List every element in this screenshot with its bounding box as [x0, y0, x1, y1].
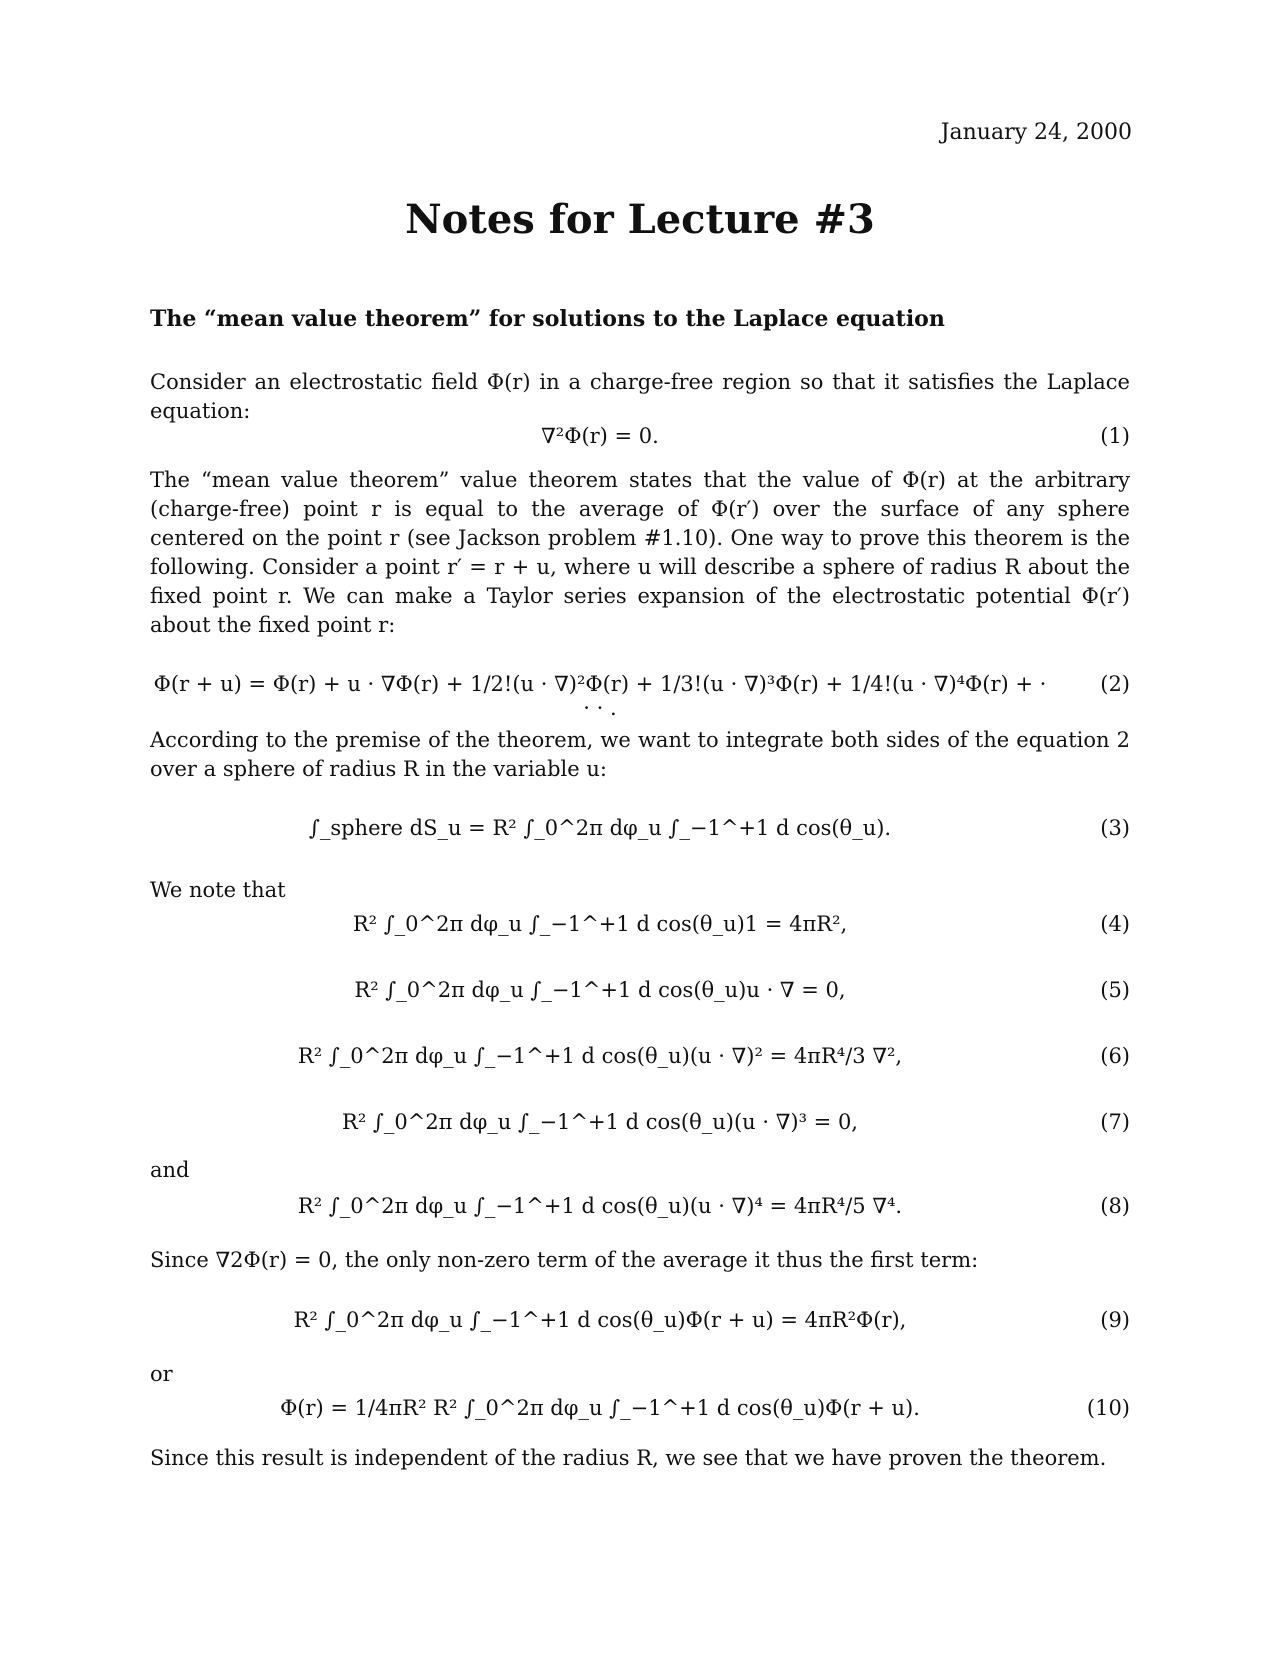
equation-9	[150, 1308, 1130, 1368]
paragraph-and: and	[150, 1158, 190, 1182]
paragraph-theorem: The “mean value theorem” value theorem states that the value of Φ(r) at the arbitrary (charge-free) point r is equal to the average of Φ(r′) over the surface of any sphere centered on the point r (see Jackson problem #1.10). One way to prove this theorem is the following. Consider a point r′ = r + u, where u will describe a sphere of radius R about the fixed point r. We can make a Taylor series expansion of the electrostatic potential Φ(r′) about the fixed point r:	[150, 468, 1130, 637]
paragraph-intro: Consider an electrostatic field Φ(r) in a charge-free region so that it satisfies the Laplace equation:	[150, 370, 1130, 423]
equation-number: (7)	[1100, 1110, 1130, 1134]
equation-7	[150, 1110, 1130, 1170]
equation-body: Φ(r + u) = Φ(r) + u · ∇Φ(r) + 1/2!(u · ∇)²Φ(r) + 1/3!(u · ∇)³Φ(r) + 1/4!(u · ∇)⁴Φ(r) + · · · .	[153, 672, 1047, 720]
equation-4	[150, 912, 1130, 972]
equation-6	[150, 1044, 1130, 1104]
equation-body: Φ(r) = 1/4πR² R² ∫_0^2π dφ_u ∫_−1^+1 d cos(θ_u)Φ(r + u).	[280, 1396, 920, 1420]
equation-body: R² ∫_0^2π dφ_u ∫_−1^+1 d cos(θ_u)1 = 4πR²,	[352, 912, 848, 936]
paragraph-since: Since ∇2Φ(r) = 0, the only non-zero term of the average it thus the first term:	[150, 1248, 979, 1272]
paragraph-note: We note that	[150, 878, 286, 902]
paragraph-conclusion: Since this result is independent of the radius R, we see that we have proven the theorem.	[150, 1446, 1107, 1470]
equation-body: R² ∫_0^2π dφ_u ∫_−1^+1 d cos(θ_u)Φ(r + u) = 4πR²Φ(r),	[293, 1308, 907, 1332]
equation-body: ∫_sphere dS_u = R² ∫_0^2π dφ_u ∫_−1^+1 d cos(θ_u).	[308, 816, 892, 840]
equation-2	[150, 672, 1130, 732]
paragraph-or: or	[150, 1362, 173, 1386]
equation-3	[150, 816, 1130, 876]
equation-number: (4)	[1100, 912, 1130, 936]
section-heading: The “mean value theorem” for solutions to the Laplace equation	[150, 306, 945, 332]
equation-number: (5)	[1100, 978, 1130, 1002]
equation-number: (2)	[1100, 672, 1130, 696]
equation-body: R² ∫_0^2π dφ_u ∫_−1^+1 d cos(θ_u)u · ∇ = 0,	[354, 978, 846, 1002]
equation-body: R² ∫_0^2π dφ_u ∫_−1^+1 d cos(θ_u)(u · ∇)³ = 0,	[342, 1110, 858, 1134]
equation-number: (9)	[1100, 1308, 1130, 1332]
equation-number: (8)	[1100, 1194, 1130, 1218]
page-title: Notes for Lecture #3	[405, 196, 875, 243]
equation-5	[150, 978, 1130, 1038]
equation-body: R² ∫_0^2π dφ_u ∫_−1^+1 d cos(θ_u)(u · ∇)² = 4πR⁴/3 ∇²,	[297, 1044, 903, 1068]
equation-number: (3)	[1100, 816, 1130, 840]
paragraph-premise: According to the premise of the theorem, we want to integrate both sides of the equation 2 over a sphere of radius R in the variable u:	[150, 728, 1130, 781]
equation-number: (10)	[1086, 1396, 1130, 1420]
equation-number: (1)	[1100, 424, 1130, 448]
document-date: January 24, 2000	[940, 120, 1132, 145]
equation-number: (6)	[1100, 1044, 1130, 1068]
equation-body: ∇²Φ(r) = 0.	[541, 424, 659, 448]
equation-8	[150, 1194, 1130, 1254]
equation-body: R² ∫_0^2π dφ_u ∫_−1^+1 d cos(θ_u)(u · ∇)⁴ = 4πR⁴/5 ∇⁴.	[297, 1194, 903, 1218]
